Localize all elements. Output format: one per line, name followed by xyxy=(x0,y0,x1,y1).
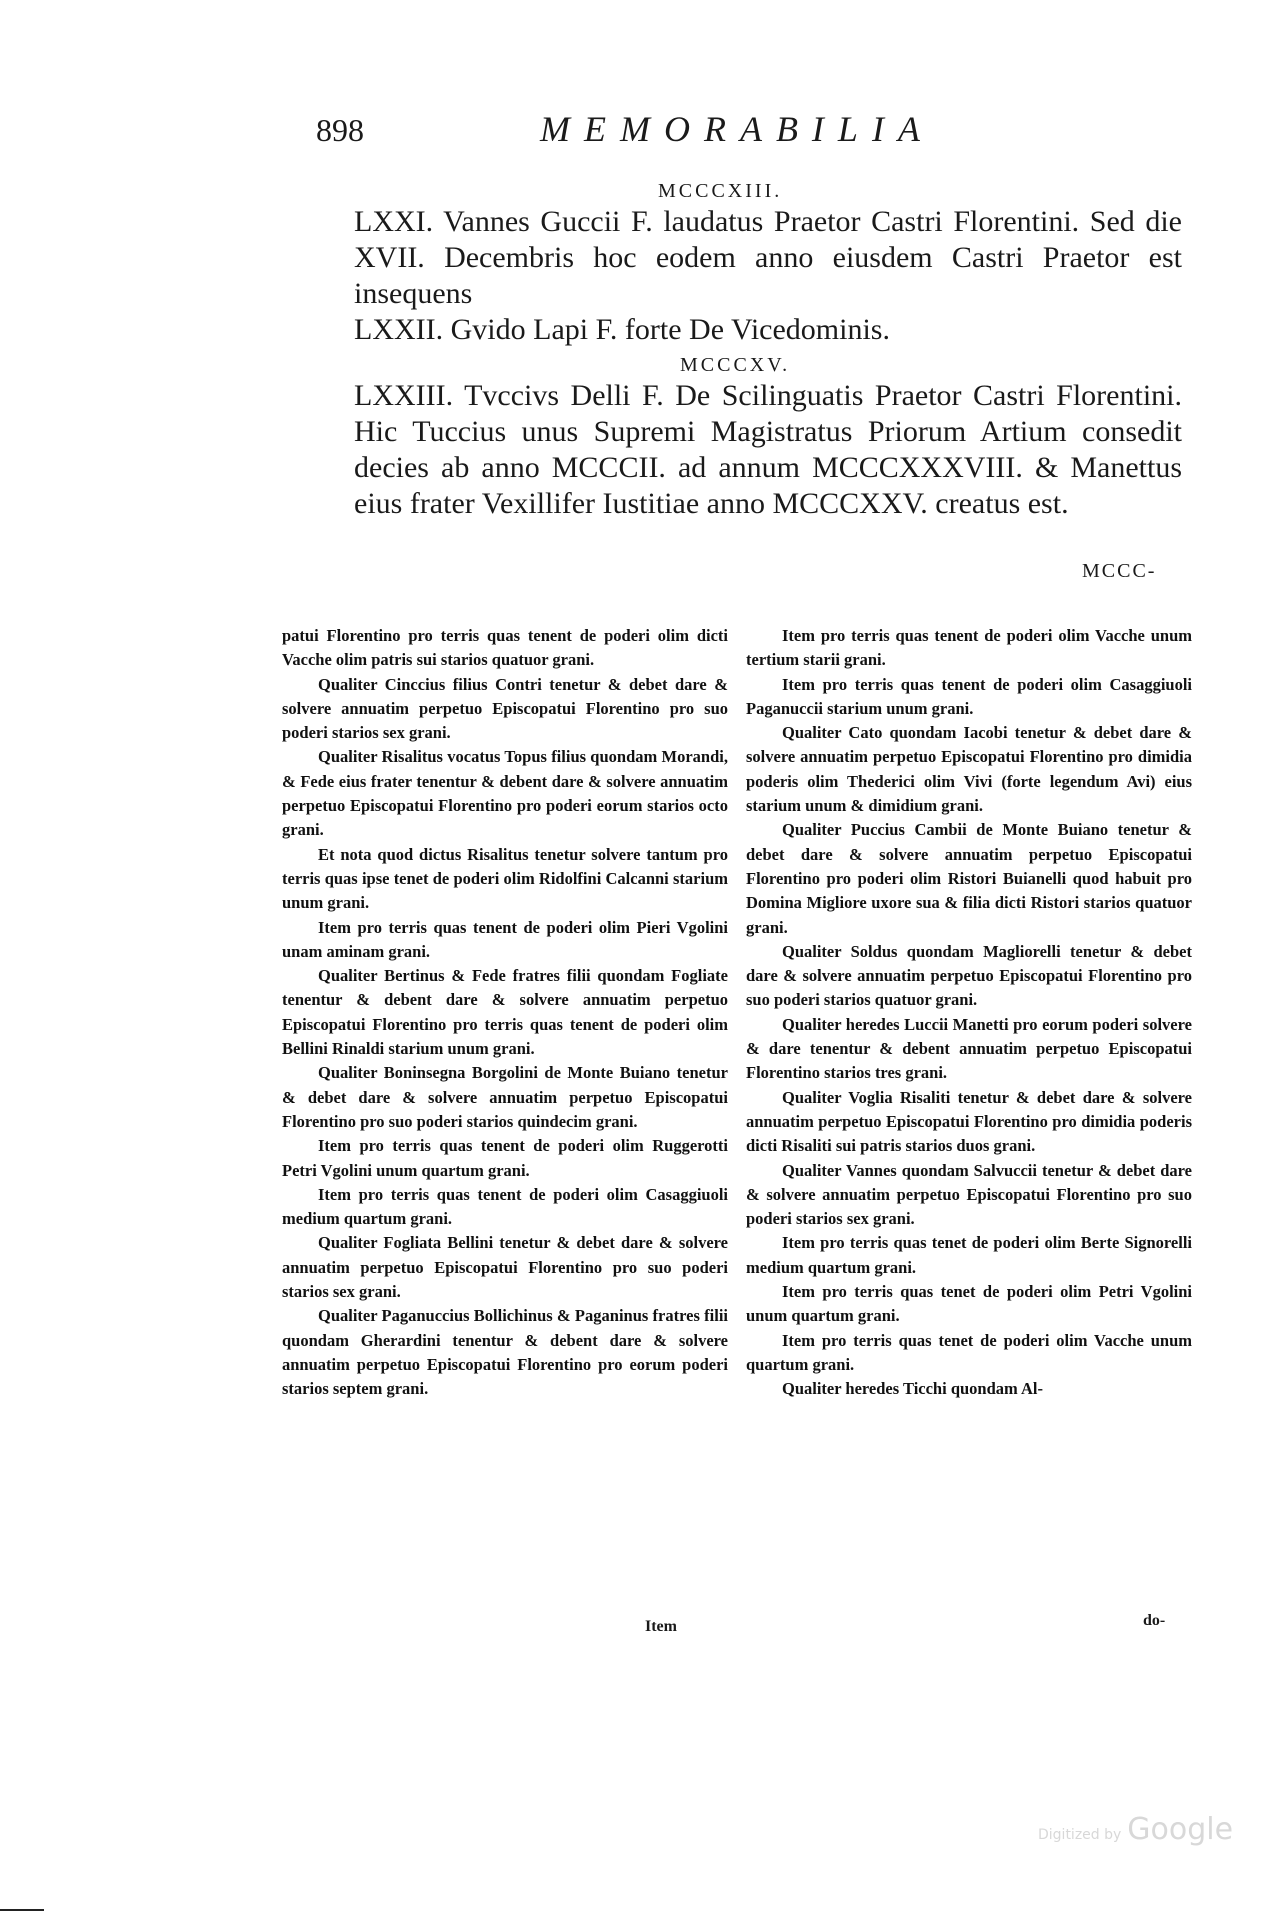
entry-text: LXXII. Gvido Lapi F. forte De Vicedominis. xyxy=(354,313,890,346)
main-catchword: MCCC- xyxy=(1082,560,1157,582)
right-column xyxy=(746,624,1192,1402)
left-paragraph: patui Florentino pro terris quas tenent de poderi olim dicti Vacche olim patris sui starios quatuor grani. xyxy=(282,626,728,670)
left-paragraph: Et nota quod dictus Risalitus tenetur solvere tantum pro terris quas ipse tenet de poderi olim Ridolfini Calcanni starium unum grani. xyxy=(282,844,728,913)
left-paragraph: Qualiter Bertinus & Fede fratres filii quondam Fogliate tenentur & debent dare & solvere annuatim perpetuo Episcopatui Florentino pro terris quas tenent de poderi olim Bellini Rinaldi starium unum grani. xyxy=(282,966,728,1059)
digitized-watermark xyxy=(1038,1812,1233,1847)
watermark-small-text: Digitized by xyxy=(1038,1827,1122,1843)
left-column xyxy=(282,624,728,1402)
right-paragraph: Qualiter heredes Luccii Manetti pro eorum poderi solvere & dare tenentur & debent annuatim perpetuo Episcopatui Florentino starios tres grani. xyxy=(746,1014,1192,1083)
left-paragraph: Qualiter Cinccius filius Contri tenetur & debet dare & solvere annuatim perpetuo Episcopatui Florentino pro suo poderi starios sex grani. xyxy=(282,674,728,743)
right-paragraph: Item pro terris quas tenet de poderi olim Berte Signorelli medium quartum grani. xyxy=(746,1233,1192,1277)
right-catchword: do- xyxy=(1143,1612,1166,1629)
right-paragraph: Qualiter Soldus quondam Magliorelli tenetur & debet dare & solvere annuatim perpetuo Episcopatui Florentino pro suo poderi starios quatuor grani. xyxy=(746,941,1192,1010)
right-paragraph: Item pro terris quas tenet de poderi olim Petri Vgolini unum quartum grani. xyxy=(746,1282,1192,1326)
left-paragraph: Item pro terris quas tenent de poderi olim Ruggerotti Petri Vgolini unum quartum grani. xyxy=(282,1136,728,1180)
main-entry-lxxi xyxy=(282,204,1182,312)
left-paragraph: Item pro terris quas tenent de poderi olim Pieri Vgolini unam aminam grani. xyxy=(282,917,728,961)
watermark-google-logo: Google xyxy=(1127,1812,1234,1847)
entry-text: LXXI. Vannes Guccii F. laudatus Praetor Castri Florentini. Sed die XVII. Decembris hoc eodem anno eiusdem Castri Praetor est insequens xyxy=(354,205,1182,310)
page-number: 898 xyxy=(316,112,364,148)
entry-text: LXXIII. Tvccivs Delli F. De Scilinguatis Praetor Castri Florentini. Hic Tuccius unus Supremi Magistratus Priorum Artium consedit decies ab anno MCCCII. ad annum MCCCXXXVIII. & Manettus eius frater Vexillifer Iustitiae anno MCCCXXV. creatus est. xyxy=(354,379,1182,520)
right-paragraph: Item pro terris quas tenent de poderi olim Vacche unum tertium starii grani. xyxy=(746,626,1192,670)
main-entry-lxxiii xyxy=(282,378,1182,522)
running-head: MEMORABILIA xyxy=(540,109,934,149)
left-catchword: Item xyxy=(645,1618,677,1635)
left-paragraph: Item pro terris quas tenent de poderi olim Casaggiuoli medium quartum grani. xyxy=(282,1184,728,1229)
year-heading-2: MCCCXV. xyxy=(680,354,791,376)
right-paragraph: Qualiter Cato quondam Iacobi tenetur & debet dare & solvere annuatim perpetuo Episcopatui Florentino pro dimidia poderis olim Thederici olim Vivi (forte legendum Avi) eius starium unum & dimidium grani. xyxy=(746,723,1192,816)
right-paragraph: Qualiter heredes Ticchi quondam Al- xyxy=(782,1379,1043,1399)
left-paragraph: Qualiter Paganuccius Bollichinus & Paganinus fratres filii quondam Gherardini tenentur & debent dare & solvere annuatim perpetuo Episcopatui Florentino pro eorum poderi starios septem grani. xyxy=(282,1306,728,1399)
left-paragraph: Qualiter Boninsegna Borgolini de Monte Buiano tenetur & debet dare & solvere annuatim perpetuo Episcopatui Florentino pro suo poderi starios quindecim grani. xyxy=(282,1063,728,1131)
right-paragraph: Qualiter Voglia Risaliti tenetur & debet dare & solvere annuatim perpetuo Episcopatui Florentino pro dimidia poderis dicti Risaliti sui patris starios duos grani. xyxy=(746,1087,1192,1156)
right-paragraph: Qualiter Vannes quondam Salvuccii tenetur & debet dare & solvere annuatim perpetuo Episcopatui Florentino pro suo poderi starios sex grani. xyxy=(746,1160,1192,1229)
edge-line xyxy=(0,1909,44,1911)
left-paragraph: Qualiter Fogliata Bellini tenetur & debet dare & solvere annuatim perpetuo Episcopatui Florentino pro suo poderi starios sex grani. xyxy=(282,1233,728,1302)
main-entry-lxxii xyxy=(282,312,1182,348)
right-paragraph: Qualiter Puccius Cambii de Monte Buiano tenetur & debet dare & solvere annuatim perpetuo Episcopatui Florentino pro poderi olim Ristori Buianelli quod habuit pro Domina Migliore uxore sua & filia dicti Ristori starios quatuor grani. xyxy=(746,820,1192,937)
year-heading-1: MCCCXIII. xyxy=(658,180,783,202)
right-paragraph: Item pro terris quas tenent de poderi olim Casaggiuoli Paganuccii starium unum grani. xyxy=(746,674,1192,718)
right-paragraph: Item pro terris quas tenet de poderi olim Vacche unum quartum grani. xyxy=(746,1330,1192,1374)
left-paragraph: Qualiter Risalitus vocatus Topus filius quondam Morandi, & Fede eius frater tenentur & debent dare & solvere annuatim perpetuo Episcopatui Florentino pro poderi eorum starios octo grani. xyxy=(282,747,728,840)
